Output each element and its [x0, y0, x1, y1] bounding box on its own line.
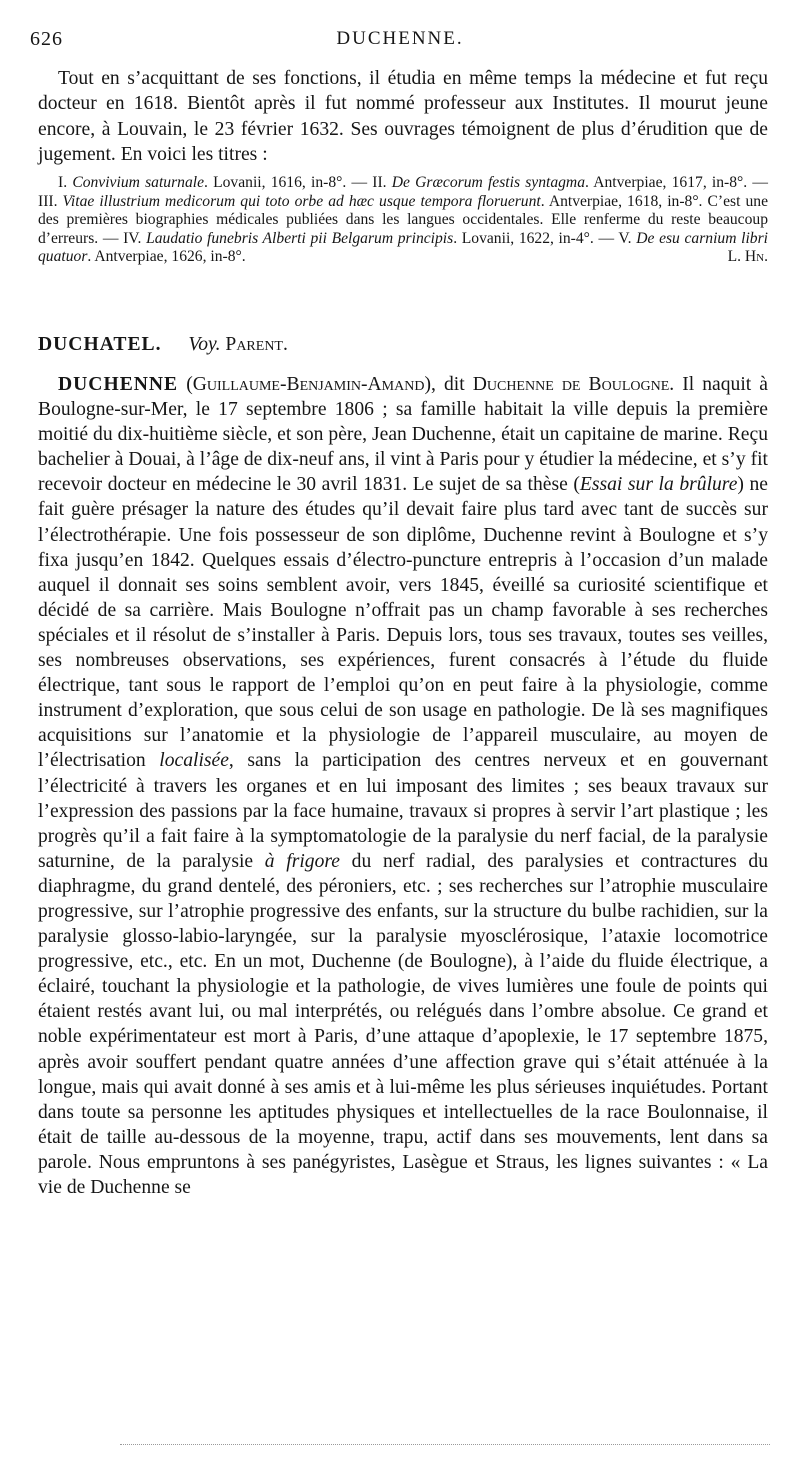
entry-body-segment: , sans la participation des centres nerveux et en gouvernant l’électricité à travers les organes et en lui imposant des limites ; ses beaux travaux sur l’expression des passions par la face humaine, travaux si propres à servir l’art plastique ; les progrès qu’il a fait faire à la symptomatologie de la paralysie du nerf facial, de la paralysie saturnine, de la paralysie: [38, 750, 769, 872]
bibliography-segment: . Antverpiae, 1626, in-8°.: [87, 248, 246, 265]
running-head: DUCHENNE.: [336, 28, 464, 49]
entry-body-segment: Essai sur la brûlure: [579, 474, 738, 496]
bibliography-segment: De esu carnium libri quatuor: [38, 229, 768, 265]
entry-alias: Duchenne de Boulogne: [472, 374, 670, 395]
entry-body-segment: ) ne fait guère présager la nature des études qu’il devait faire plus tard avec tant de succès sur l’électrothérapie. Une fois possesseur de son diplôme, Duchenne revint à Boulogne et s’y fixa jusqu’en 1842. Quelques essais d’électro-puncture entrepris à l’occasion d’un malade auquel il donnait ses soins semblent avoir, vers 1845, éveillé sa curiosité scientifique et décidé de sa carrière. Mais Boulogne n’offrait pas un champ favorable à ses recherches spéciales et il résolut de s’installer à Paris. Depuis lors, tous ses travaux, toutes ses veilles, ses nombreuses observations, ses expériences, furent consacrés à l’étude du fluide électrique, tant sous le rapport de l’emploi qu’on en peut faire à la physiologie, comme instrument d’exploration, que sous celui de son usage en pathologie. De là ses magnifiques acquisitions sur l’anatomie et la physiologie de l’appareil musculaire, au moyen de l’électrisation: [38, 474, 768, 772]
bibliography-note: [38, 174, 768, 267]
page-number: 626: [30, 28, 63, 50]
page-header: [30, 28, 770, 52]
bibliography-segment: Laudatio funebris Alberti pii Belgarum principis: [146, 229, 454, 247]
bibliography-segment: . Antverpiae, 1618, in-8°. C’est une des premières biographies médicales publiées dans les langues occidentales. Elle renferme du reste beaucoup d’erreurs. — IV.: [38, 192, 768, 247]
entry-body-segment: localisée: [159, 750, 229, 772]
entry-body: [38, 374, 768, 1198]
entry-body-segment: à frigore: [264, 850, 340, 872]
intro-paragraph: Tout en s’acquittant de ses fonctions, il étudia en même temps la médecine et fut reçu docteur en 1618. Bientôt après il fut nommé professeur aux Institutes. Il mourut jeune encore, à Louvain, le 23 février 1632. Ses ouvrages témoignent de plus d’érudition que de jugement. En voici les titres :: [38, 68, 768, 166]
entry-given-names: (Guillaume-Benjamin-Amand): [186, 374, 431, 395]
bibliography-segment: I.: [58, 174, 73, 191]
cross-reference-voy: Voy.: [188, 334, 221, 355]
biography-entry: [38, 372, 768, 1200]
bibliography-segment: . Lovanii, 1622, in-4°. — V.: [453, 229, 637, 247]
bibliography-text: [38, 174, 768, 265]
entry-dit: , dit: [431, 374, 473, 395]
cross-reference-entry: [38, 332, 768, 358]
entry-headword: DUCHENNE: [58, 374, 179, 395]
cross-reference-headword: DUCHATEL.: [38, 334, 162, 355]
entry-body-segment: . Il naquit à Boulogne-sur-Mer, le 17 septembre 1806 ; sa famille habitait la ville depuis la première moitié du dix-huitième siècle, et son père, Jean Duchenne, était un capitaine de marine. Reçu bachelier à Douai, à l’âge de dix-neuf ans, il vint à Paris pour y étudier la médecine, et s’y fit recevoir docteur en médecine le 30 avril 1831. Le sujet de sa thèse (: [38, 374, 768, 496]
author-signature: L. Hn.: [727, 248, 768, 265]
bibliography-segment: De Græcorum festis syntagma: [391, 174, 585, 191]
cross-reference-target: Parent.: [225, 334, 288, 355]
bibliography-segment: . Lovanii, 1616, in-8°. — II.: [204, 174, 392, 191]
bibliography-segment: . Antverpiae, 1617, in-8°. — III.: [38, 174, 768, 210]
entry-body-segment: du nerf radial, des paralysies et contractures du diaphragme, du grand dentelé, des péroniers, etc. ; ses recherches sur l’atrophie musculaire progressive, sur l’atrophie progressive des enfants, sur la structure du bulbe rachidien, sur la paralysie glosso-labio-laryngée, sur la paralysie myosclérosique, l’ataxie locomotrice progressive, etc., etc. En un mot, Duchenne (de Boulogne), à l’aide du fluide électrique, a éclairé, touchant la physiologie et la pathologie, de vives lumières une foule de points qui étaient restés avant lui, ou mal interprétés, ou relégués dans l’ombre absolue. Ce grand et noble expérimentateur est mort à Paris, d’une attaque d’apoplexie, le 17 septembre 1875, après avoir souffert pendant quatre années d’une affection grave qui s’était atténuée à la longue, mais qui avait donné à ses amis et à lui-même les plus sérieuses inquiétudes. Portant dans toute sa personne les aptitudes physiques et intellectuelles de la race Boulonnaise, il était de taille au-dessous de la moyenne, trapu, actif dans ses mouvements, lent dans sa parole. Nous empruntons à ses panégyristes, Lasègue et Straus, les lignes suivantes : « La vie de Duchenne se: [38, 850, 768, 1198]
footer-rule: [120, 1444, 770, 1445]
bibliography-segment: Convivium saturnale: [72, 174, 204, 191]
bibliography-segment: Vitae illustrium medicorum qui toto orbe ad hæc usque tempora floruerunt: [62, 192, 541, 210]
